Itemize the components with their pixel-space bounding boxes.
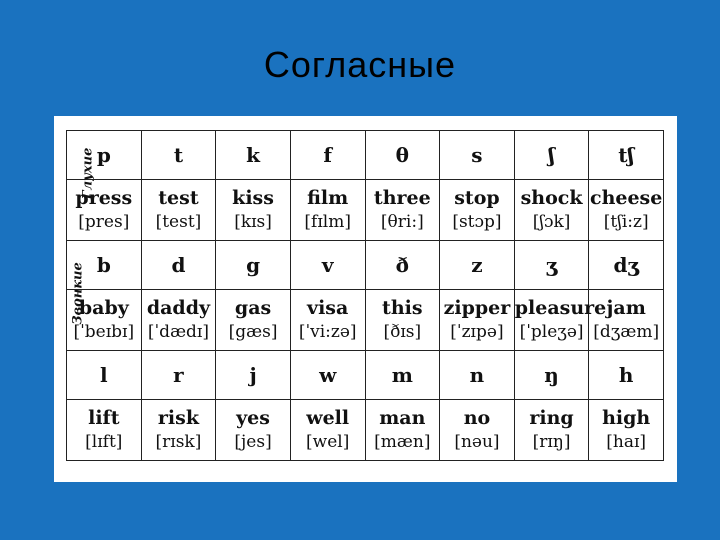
example-word: jam — [606, 297, 646, 319]
phoneme-cell: ð — [365, 241, 440, 290]
example-word: pleasure — [514, 297, 607, 319]
transcription: [lɪft] — [85, 432, 123, 452]
phoneme-row — [67, 351, 664, 400]
consonants-table — [66, 130, 664, 461]
example-cell — [67, 290, 142, 351]
example-cell — [216, 180, 291, 241]
example-word: ring — [529, 407, 574, 429]
example-word: baby — [78, 297, 129, 319]
transcription: [stɔp] — [452, 212, 502, 232]
phoneme-cell: d — [141, 241, 216, 290]
phoneme-cell: t — [141, 131, 216, 180]
transcription: [ʃɔk] — [532, 212, 571, 232]
example-cell — [67, 400, 142, 461]
example-word: kiss — [232, 187, 274, 209]
phoneme-cell: n — [440, 351, 515, 400]
phoneme-cell: l — [67, 351, 142, 400]
example-word: three — [373, 187, 431, 209]
transcription: [test] — [155, 212, 202, 232]
example-cell — [514, 400, 589, 461]
example-word: shock — [520, 187, 583, 209]
example-cell — [216, 400, 291, 461]
label-voiceless: Глухие — [80, 147, 96, 200]
phoneme-row — [67, 131, 664, 180]
transcription: [haɪ] — [606, 432, 647, 452]
phoneme-cell: ʒ — [514, 241, 589, 290]
transcription: [rɪsk] — [155, 432, 202, 452]
example-row — [67, 180, 664, 241]
example-cell — [440, 400, 515, 461]
phoneme-cell: m — [365, 351, 440, 400]
example-word: cheese — [590, 187, 663, 209]
transcription: [rɪŋ] — [532, 432, 571, 452]
example-word: daddy — [146, 297, 211, 319]
transcription: [mæn] — [374, 432, 431, 452]
phoneme-cell: h — [589, 351, 664, 400]
phoneme-cell: k — [216, 131, 291, 180]
example-cell — [141, 400, 216, 461]
example-cell — [365, 400, 440, 461]
label-voiced: Звонкие — [70, 262, 86, 325]
phoneme-cell: w — [290, 351, 365, 400]
example-row — [67, 400, 664, 461]
phoneme-cell: dʒ — [589, 241, 664, 290]
example-cell — [440, 180, 515, 241]
example-word: film — [307, 187, 349, 209]
transcription: [ˈvi:zə] — [298, 322, 357, 342]
transcription: [kɪs] — [234, 212, 272, 232]
example-cell — [290, 180, 365, 241]
example-cell — [290, 290, 365, 351]
transcription: [pres] — [78, 212, 130, 232]
transcription: [gæs] — [228, 322, 278, 342]
transcription: [ˈdædɪ] — [147, 322, 209, 342]
example-word: man — [379, 407, 426, 429]
example-word: this — [382, 297, 423, 319]
phoneme-cell: v — [290, 241, 365, 290]
transcription: [fɪlm] — [304, 212, 351, 232]
phoneme-cell: ʃ — [514, 131, 589, 180]
phoneme-cell: z — [440, 241, 515, 290]
phoneme-cell: j — [216, 351, 291, 400]
example-cell — [67, 180, 142, 241]
example-word: visa — [307, 297, 349, 319]
phoneme-cell: s — [440, 131, 515, 180]
transcription: [wel] — [306, 432, 350, 452]
phoneme-cell: b — [67, 241, 142, 290]
transcription: [nəu] — [454, 432, 500, 452]
example-word: risk — [157, 407, 199, 429]
example-cell — [141, 180, 216, 241]
phoneme-cell: g — [216, 241, 291, 290]
example-cell — [589, 180, 664, 241]
example-cell — [440, 290, 515, 351]
example-cell — [216, 290, 291, 351]
example-row — [67, 290, 664, 351]
example-word: lift — [88, 407, 120, 429]
example-cell — [365, 180, 440, 241]
transcription: [jes] — [234, 432, 272, 452]
example-word: high — [602, 407, 651, 429]
transcription: [ˈbeɪbɪ] — [73, 322, 135, 342]
phoneme-cell: f — [290, 131, 365, 180]
example-cell — [514, 290, 607, 351]
example-cell — [514, 180, 589, 241]
phoneme-cell: p — [67, 131, 142, 180]
example-word: no — [463, 407, 491, 429]
phoneme-cell: r — [141, 351, 216, 400]
example-cell — [589, 400, 664, 461]
example-word: yes — [236, 407, 270, 429]
phoneme-cell: tʃ — [589, 131, 664, 180]
example-word: stop — [454, 187, 500, 209]
example-cell — [290, 400, 365, 461]
transcription: [tʃi:z] — [603, 212, 649, 232]
transcription: [θri:] — [380, 212, 424, 232]
transcription: [ðɪs] — [383, 322, 422, 342]
example-word: zipper — [443, 297, 511, 319]
slide-title: Согласные — [263, 44, 457, 85]
phoneme-cell: ŋ — [514, 351, 589, 400]
transcription: [dʒæm] — [593, 322, 660, 342]
example-cell — [365, 290, 440, 351]
example-word: gas — [234, 297, 272, 319]
example-cell — [141, 290, 216, 351]
phoneme-row — [67, 241, 664, 290]
example-word: test — [158, 187, 199, 209]
example-word: well — [306, 407, 350, 429]
transcription: [ˈzɪpə] — [450, 322, 504, 342]
example-word: press — [75, 187, 133, 209]
transcription: [ˈpleʒə] — [519, 322, 584, 342]
phoneme-cell: θ — [365, 131, 440, 180]
